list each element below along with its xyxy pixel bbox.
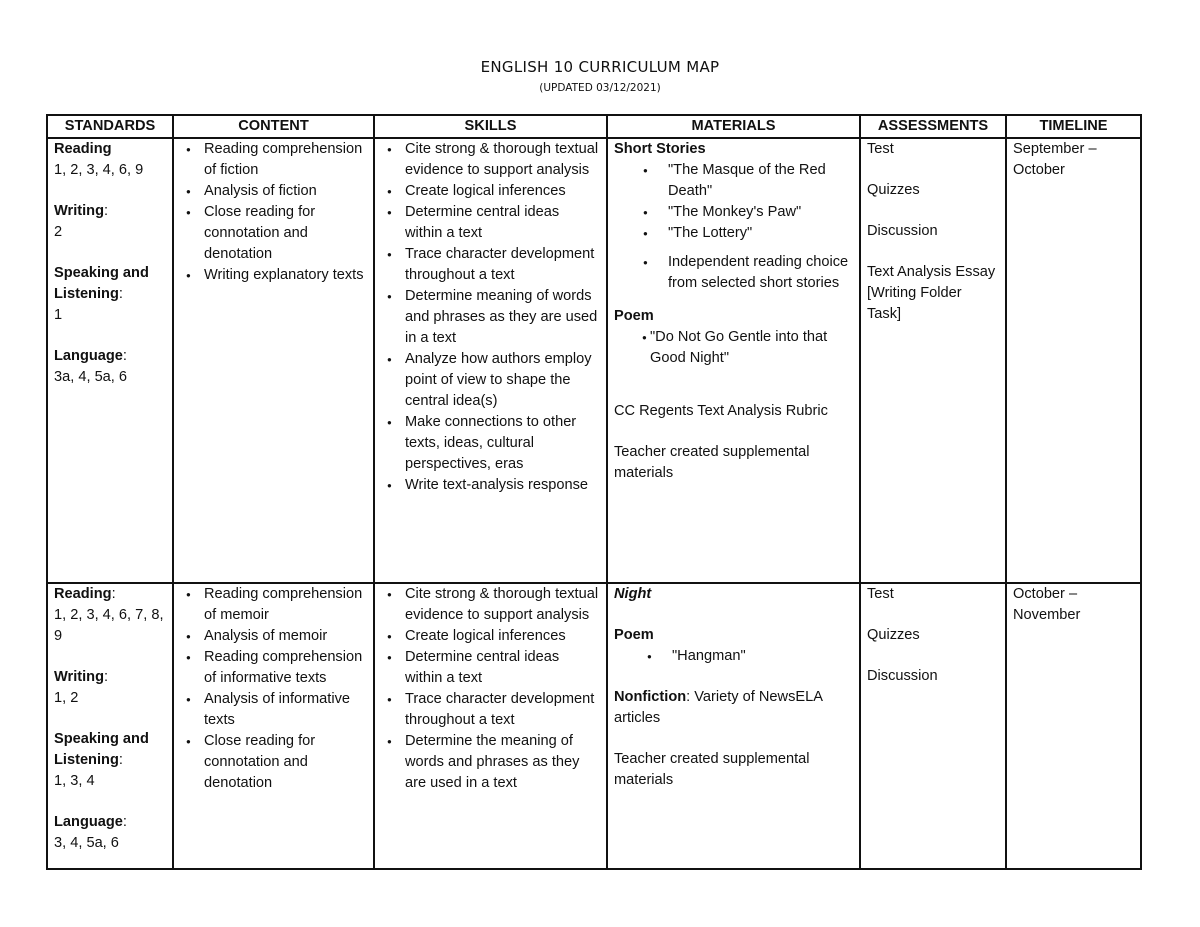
list-item: ● Analysis of informative texts [204, 689, 367, 731]
list-item: ● Reading comprehension of memoir [204, 584, 367, 626]
language-label: Language [54, 814, 123, 830]
list-item: ● Write text-analysis response [405, 475, 600, 496]
assessments-cell [860, 138, 1006, 583]
assessment-item: Quizzes [867, 182, 920, 198]
list-item: ● "The Masque of the Red Death" [668, 160, 853, 202]
reading-standards: 1, 2, 3, 4, 6, 9 [54, 162, 144, 178]
content-cell [173, 583, 374, 869]
listening-label: Listening [54, 286, 119, 302]
header-content: CONTENT [173, 115, 374, 138]
reading-label: Reading [54, 141, 112, 157]
assessments-cell [860, 583, 1006, 869]
list-item: ● Close reading for connotation and denotation [204, 731, 367, 794]
listening-label: Listening [54, 752, 119, 768]
list-item: ● "The Lottery" [668, 223, 853, 244]
list-item: ● Independent reading choice from selected short stories [668, 252, 853, 294]
assessment-item: Discussion [867, 223, 938, 239]
assessment-item: Text Analysis Essay [Writing Folder Task] [867, 264, 996, 322]
list-item: ● Create logical inferences [405, 181, 600, 202]
list-item: ● Analysis of memoir [204, 626, 367, 647]
materials-cell: Night Poem ● "Hangman" Nonfiction: Variety of NewsELA articles Teacher created supplemental materials [607, 583, 860, 869]
skills-cell [374, 138, 607, 583]
document-title: ENGLISH 10 CURRICULUM MAP [480, 58, 720, 76]
writing-label: Writing [54, 669, 104, 685]
standards-cell: Reading: 1, 2, 3, 4, 6, 7, 8, 9 Writing: 1, 2 Speaking and Listening: 1, 3, 4 Language: 3, 4, 5a, 6 [47, 583, 173, 869]
writing-label: Writing [54, 203, 104, 219]
list-item: ● Cite strong & thorough textual evidence to support analysis [405, 139, 600, 181]
speaking-label: Speaking and [54, 731, 149, 747]
list-item: ● Create logical inferences [405, 626, 600, 647]
writing-standards: 1, 2 [54, 690, 79, 706]
assessment-item: Test [867, 141, 894, 157]
poem-label: Poem [614, 627, 654, 643]
assessment-item: Test [867, 586, 894, 602]
header-assessments: ASSESSMENTS [860, 115, 1006, 138]
language-label: Language [54, 348, 123, 364]
table-row [47, 138, 1141, 583]
list-item: ● Determine meaning of words and phrases as they are used in a text [405, 286, 600, 349]
list-item: ● Make connections to other texts, ideas, cultural perspectives, eras [405, 412, 600, 475]
curriculum-table [46, 114, 1142, 870]
speaking-standards: 1, 3, 4 [54, 773, 95, 789]
night-label: Night [614, 586, 652, 602]
supplemental-text: Teacher created supplemental materials [614, 444, 810, 481]
document-subtitle: (UPDATED 03/12/2021) [539, 82, 661, 94]
list-item: ● Analysis of fiction [204, 181, 367, 202]
speaking-standards: 1 [54, 307, 63, 323]
timeline-text: September – October [1013, 141, 1097, 178]
language-standards: 3, 4, 5a, 6 [54, 835, 119, 851]
list-item: ● Trace character development throughout a text [405, 689, 600, 731]
speaking-label: Speaking and [54, 265, 149, 281]
poem-label: Poem [614, 308, 654, 324]
content-cell [173, 138, 374, 583]
header-row [47, 115, 1141, 138]
timeline-text: October – November [1013, 586, 1081, 623]
assessment-item: Quizzes [867, 627, 920, 643]
reading-standards: 1, 2, 3, 4, 6, 7, 8, 9 [54, 607, 164, 644]
nonfiction-label: Nonfiction [614, 689, 687, 705]
language-standards: 3a, 4, 5a, 6 [54, 369, 128, 385]
list-item: ● Determine the meaning of words and phrases as they are used in a text [405, 731, 600, 794]
header-materials: MATERIALS [607, 115, 860, 138]
supplemental-text: Teacher created supplemental materials [614, 751, 810, 788]
list-item: ● Analyze how authors employ point of view to shape the central idea(s) [405, 349, 600, 412]
rubric-text: CC Regents Text Analysis Rubric [614, 403, 828, 419]
header-skills: SKILLS [374, 115, 607, 138]
list-item: ● Close reading for connotation and denotation [204, 202, 367, 265]
timeline-cell [1006, 583, 1141, 869]
table-row [47, 583, 1141, 869]
nonfiction-text: Variety of NewsELA articles [614, 689, 823, 726]
poem-item: ● "Do Not Go Gentle into that Good Night" [614, 327, 853, 369]
header-timeline: TIMELINE [1006, 115, 1141, 138]
standards-cell: Reading 1, 2, 3, 4, 6, 9 Writing: 2 Speaking and Listening: 1 Language: 3a, 4, 5a, 6 [47, 138, 173, 583]
materials-cell [607, 138, 860, 583]
list-item: ● "The Monkey's Paw" [668, 202, 853, 223]
list-item: ● Determine central ideas within a text [405, 647, 600, 689]
list-item: ● Writing explanatory texts [204, 265, 367, 286]
list-item: ● Trace character development throughout a text [405, 244, 600, 286]
list-item: ● Reading comprehension of fiction [204, 139, 367, 181]
timeline-cell [1006, 138, 1141, 583]
short-stories-label: Short Stories [614, 141, 706, 157]
list-item: ● Cite strong & thorough textual evidence to support analysis [405, 584, 600, 626]
reading-label: Reading [54, 586, 112, 602]
header-standards: STANDARDS [47, 115, 173, 138]
list-item: ● "Hangman" [672, 646, 853, 667]
list-item: ● Determine central ideas within a text [405, 202, 600, 244]
list-item: ● Reading comprehension of informative texts [204, 647, 367, 689]
writing-standards: 2 [54, 224, 63, 240]
assessment-item: Discussion [867, 668, 938, 684]
skills-cell [374, 583, 607, 869]
